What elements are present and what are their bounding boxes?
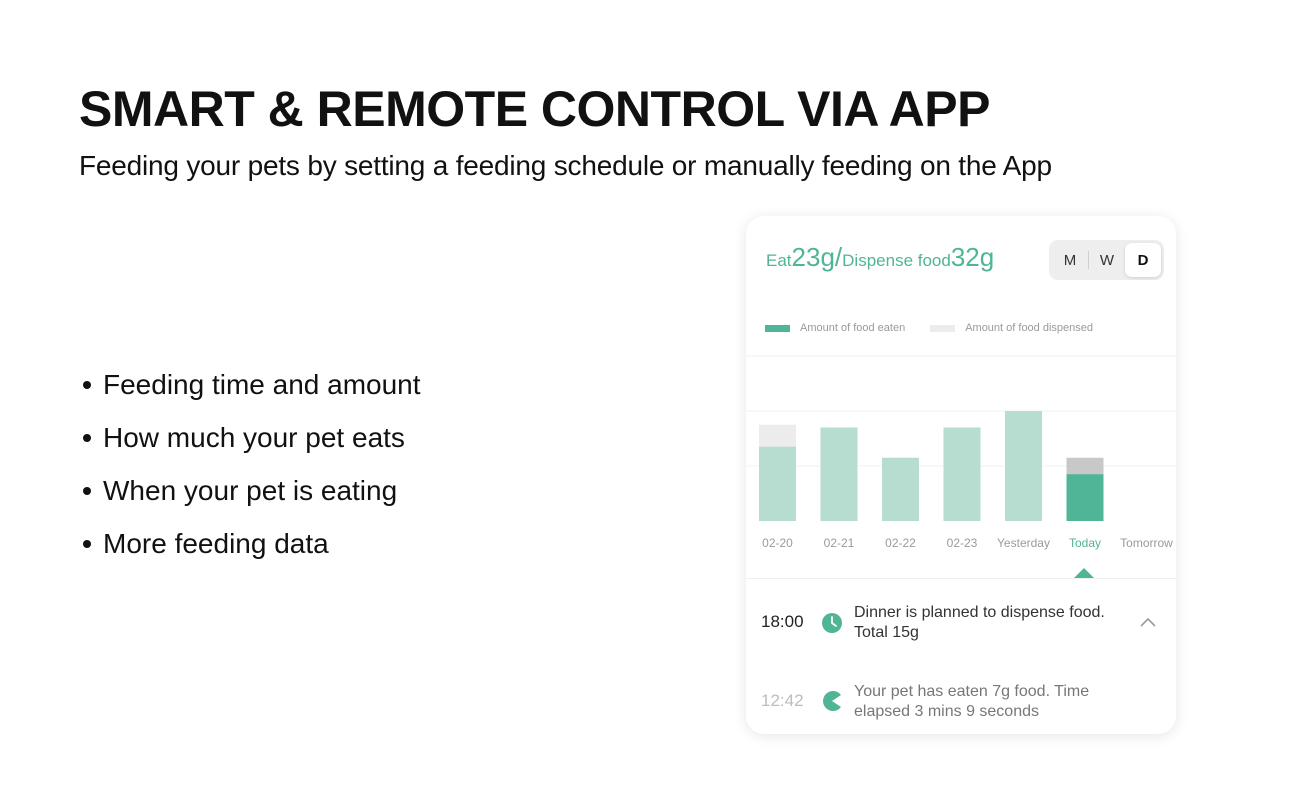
feeding-summary	[766, 242, 994, 273]
bullet-icon	[83, 487, 91, 495]
bullet-icon	[83, 540, 91, 548]
feature-text: Feeding time and amount	[103, 368, 421, 400]
section-divider	[746, 578, 1176, 579]
feature-text: More feeding data	[103, 527, 329, 559]
dispense-value: 32g	[950, 242, 995, 272]
period-week-button[interactable]: W	[1099, 251, 1115, 269]
event-text: Your pet has eaten 7g food. Time elapsed 3 mins 9 seconds	[854, 683, 1090, 720]
eat-label: Eat	[766, 251, 792, 270]
x-tick-label: Yesterday	[997, 536, 1050, 550]
feature-item	[80, 411, 421, 464]
app-feeding-card	[746, 216, 1176, 734]
x-tick-label: 02-23	[946, 536, 978, 550]
x-tick-label: 02-21	[823, 536, 855, 550]
feature-text: When your pet is eating	[103, 474, 398, 506]
legend-item-eaten	[765, 322, 905, 334]
bar-eaten	[944, 428, 981, 522]
x-tick-label: Today	[1068, 536, 1102, 550]
pacman-eating-icon	[821, 690, 843, 712]
bar-eaten	[882, 458, 919, 521]
page-headline: SMART & REMOTE CONTROL VIA APP	[79, 81, 990, 137]
dispense-label: Dispense food	[842, 251, 951, 270]
period-toggle	[1049, 240, 1164, 280]
chevron-up-icon[interactable]	[1139, 616, 1157, 628]
chart-legend	[765, 322, 1118, 334]
feature-text: How much your pet eats	[103, 421, 405, 453]
feeding-bar-chart	[746, 346, 1176, 561]
legend-label-dispensed: Amount of food dispensed	[965, 322, 1093, 334]
x-tick-label: 02-20	[762, 536, 793, 550]
page-subheadline: Feeding your pets by setting a feeding schedule or manually feeding on the App	[79, 150, 1052, 181]
bullet-icon	[83, 434, 91, 442]
bar-eaten	[759, 447, 796, 521]
period-month-button[interactable]: M	[1063, 251, 1077, 269]
event-time: 18:00	[761, 612, 804, 631]
feature-item	[80, 358, 421, 411]
event-text: Dinner is planned to dispense food. Total 15g	[854, 604, 1105, 641]
period-day-button[interactable]: D	[1125, 243, 1161, 277]
bar-eaten	[1067, 474, 1104, 521]
legend-label-eaten: Amount of food eaten	[800, 322, 906, 334]
summary-separator: /	[834, 242, 843, 272]
eat-value: 23g	[791, 242, 835, 272]
x-tick-label: Tomorrow	[1120, 536, 1173, 550]
bar-eaten	[821, 428, 858, 522]
event-time: 12:42	[761, 691, 804, 710]
bullet-icon	[83, 381, 91, 389]
legend-item-dispensed	[930, 322, 1093, 334]
x-tick-label: 02-22	[885, 536, 916, 550]
feature-item	[80, 464, 421, 517]
feature-item	[80, 517, 421, 570]
clock-icon	[821, 612, 843, 634]
feature-list	[80, 358, 421, 570]
legend-swatch-eaten	[765, 325, 790, 332]
today-pointer-icon	[1074, 568, 1094, 578]
legend-swatch-dispensed	[930, 325, 955, 332]
bar-eaten	[1005, 411, 1042, 521]
